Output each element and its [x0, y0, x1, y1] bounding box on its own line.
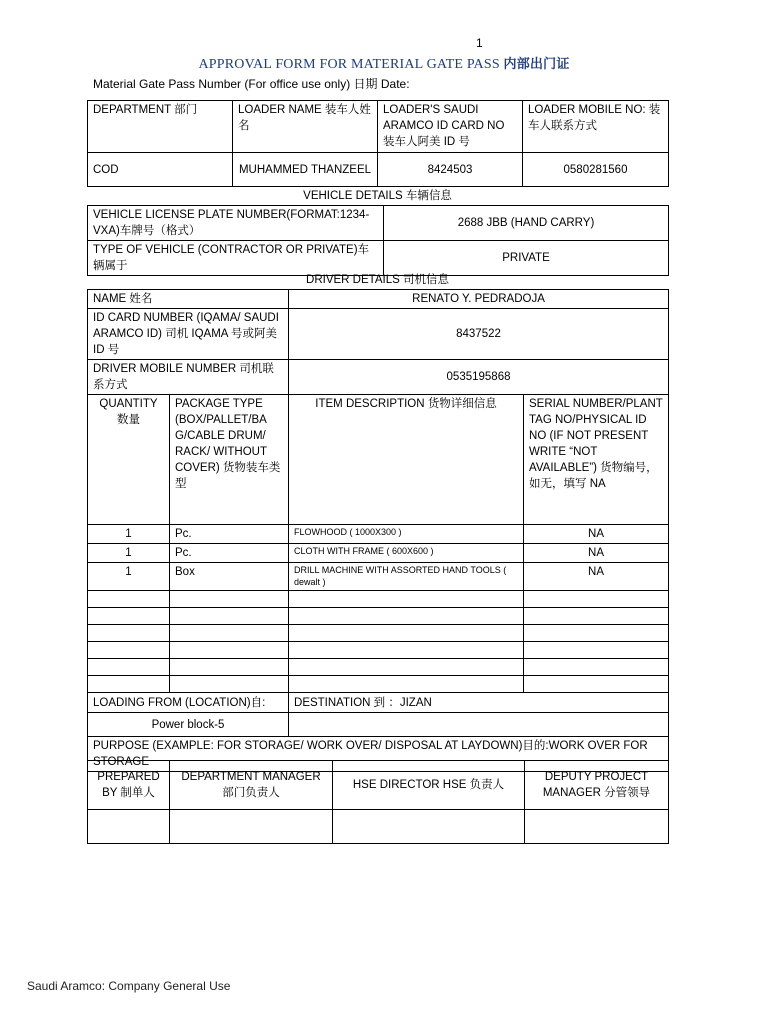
deputy-project-manager-header: DEPUTY PROJECT MANAGER 分管领导 — [525, 761, 669, 810]
page-number: 1 — [476, 36, 483, 50]
prepared-by-signature[interactable] — [88, 810, 170, 844]
header-loader-mobile: LOADER MOBILE NO: 装车人联系方式 — [523, 101, 669, 153]
item-serial: NA — [524, 563, 669, 591]
form-title-zh: 内部出门证 — [503, 57, 570, 72]
empty-row — [88, 591, 669, 608]
header-loader-id: LOADER'S SAUDI ARAMCO ID CARD NO 装车人阿美 ID 号 — [378, 101, 523, 153]
form-title — [0, 53, 768, 73]
item-quantity: 1 — [88, 544, 170, 563]
plate-label: VEHICLE LICENSE PLATE NUMBER(FORMAT:1234-VXA)车牌号（格式） — [88, 206, 384, 241]
loader-name-value: MUHAMMED THANZEEL — [233, 153, 378, 187]
loading-from-label: LOADING FROM (LOCATION)自: — [88, 693, 289, 713]
footer-classification: Saudi Aramco: Company General Use — [27, 979, 231, 993]
header-department: DEPARTMENT 部门 — [88, 101, 233, 153]
driver-details-caption: DRIVER DETAILS 司机信息 — [306, 274, 449, 286]
header-serial-number: SERIAL NUMBER/PLANT TAG NO/PHYSICAL ID NO (IF NOT PRESENT WRITE “NOT AVAILABLE”) 货物编号，如无，填写 NA — [524, 395, 669, 525]
loader-mobile-value: 0580281560 — [523, 153, 669, 187]
loading-from-value: Power block-5 — [88, 713, 289, 737]
signature-table — [87, 760, 669, 844]
gate-pass-number-line: Material Gate Pass Number (For office use only) 日期 Date: — [93, 77, 410, 91]
empty-row — [88, 676, 669, 693]
driver-id-label: ID CARD NUMBER (IQAMA/ SAUDI ARAMCO ID) 司机 IQAMA 号或阿美 ID 号 — [88, 309, 289, 360]
vehicle-details-caption: VEHICLE DETAILS 车辆信息 — [303, 190, 452, 202]
plate-value: 2688 JBB (HAND CARRY) — [384, 206, 669, 241]
deputy-project-manager-signature[interactable] — [525, 810, 669, 844]
header-loader-name: LOADER NAME 装车人姓名 — [233, 101, 378, 153]
item-description: DRILL MACHINE WITH ASSORTED HAND TOOLS ( dewalt ) — [289, 563, 524, 591]
item-description: FLOWHOOD ( 1000X300 ) — [289, 525, 524, 544]
empty-row — [88, 625, 669, 642]
destination: DESTINATION 到 ：JIZAN — [289, 693, 669, 713]
empty-row — [88, 642, 669, 659]
vehicle-type-value: PRIVATE — [384, 241, 669, 276]
item-package: Pc. — [170, 544, 289, 563]
department-manager-signature[interactable] — [170, 810, 333, 844]
vehicle-type-label: TYPE OF VEHICLE (CONTRACTOR OR PRIVATE)车辆属于 — [88, 241, 384, 276]
hse-director-header: HSE DIRECTOR HSE 负责人 — [333, 761, 525, 810]
table-row — [88, 525, 669, 544]
empty-row — [88, 608, 669, 625]
item-quantity: 1 — [88, 525, 170, 544]
driver-mobile-label: DRIVER MOBILE NUMBER 司机联系方式 — [88, 360, 289, 395]
item-description: CLOTH WITH FRAME ( 600X600 ) — [289, 544, 524, 563]
driver-name-value: RENATO Y. PEDRADOJA — [289, 290, 669, 309]
item-package: Box — [170, 563, 289, 591]
loader-id-value: 8424503 — [378, 153, 523, 187]
vehicle-table — [87, 205, 669, 276]
driver-items-table — [87, 289, 669, 772]
header-quantity: QUANTITY 数量 — [88, 395, 170, 525]
item-serial: NA — [524, 544, 669, 563]
header-package-type: PACKAGE TYPE (BOX/PALLET/BA G/CABLE DRUM/ RACK/ WITHOUT COVER) 货物装车类型 — [170, 395, 289, 525]
department-value: COD — [88, 153, 233, 187]
item-package: Pc. — [170, 525, 289, 544]
hse-director-signature[interactable] — [333, 810, 525, 844]
driver-name-label: NAME 姓名 — [88, 290, 289, 309]
driver-mobile-value: 0535195868 — [289, 360, 669, 395]
empty-row — [88, 659, 669, 676]
table-row — [88, 563, 669, 591]
purpose: PURPOSE (EXAMPLE: FOR STORAGE/ WORK OVER/ DISPOSAL AT LAYDOWN)目的:WORK OVER FOR STORAGE — [88, 737, 669, 772]
prepared-by-header: PREPARED BY 制单人 — [88, 761, 170, 810]
loader-table — [87, 100, 669, 187]
item-serial: NA — [524, 525, 669, 544]
driver-id-value: 8437522 — [289, 309, 669, 360]
item-quantity: 1 — [88, 563, 170, 591]
header-item-description: ITEM DESCRIPTION 货物详细信息 — [289, 395, 524, 525]
form-title-en: APPROVAL FORM FOR MATERIAL GATE PASS — [198, 57, 500, 72]
department-manager-header: DEPARTMENT MANAGER 部门负责人 — [170, 761, 333, 810]
table-row — [88, 544, 669, 563]
